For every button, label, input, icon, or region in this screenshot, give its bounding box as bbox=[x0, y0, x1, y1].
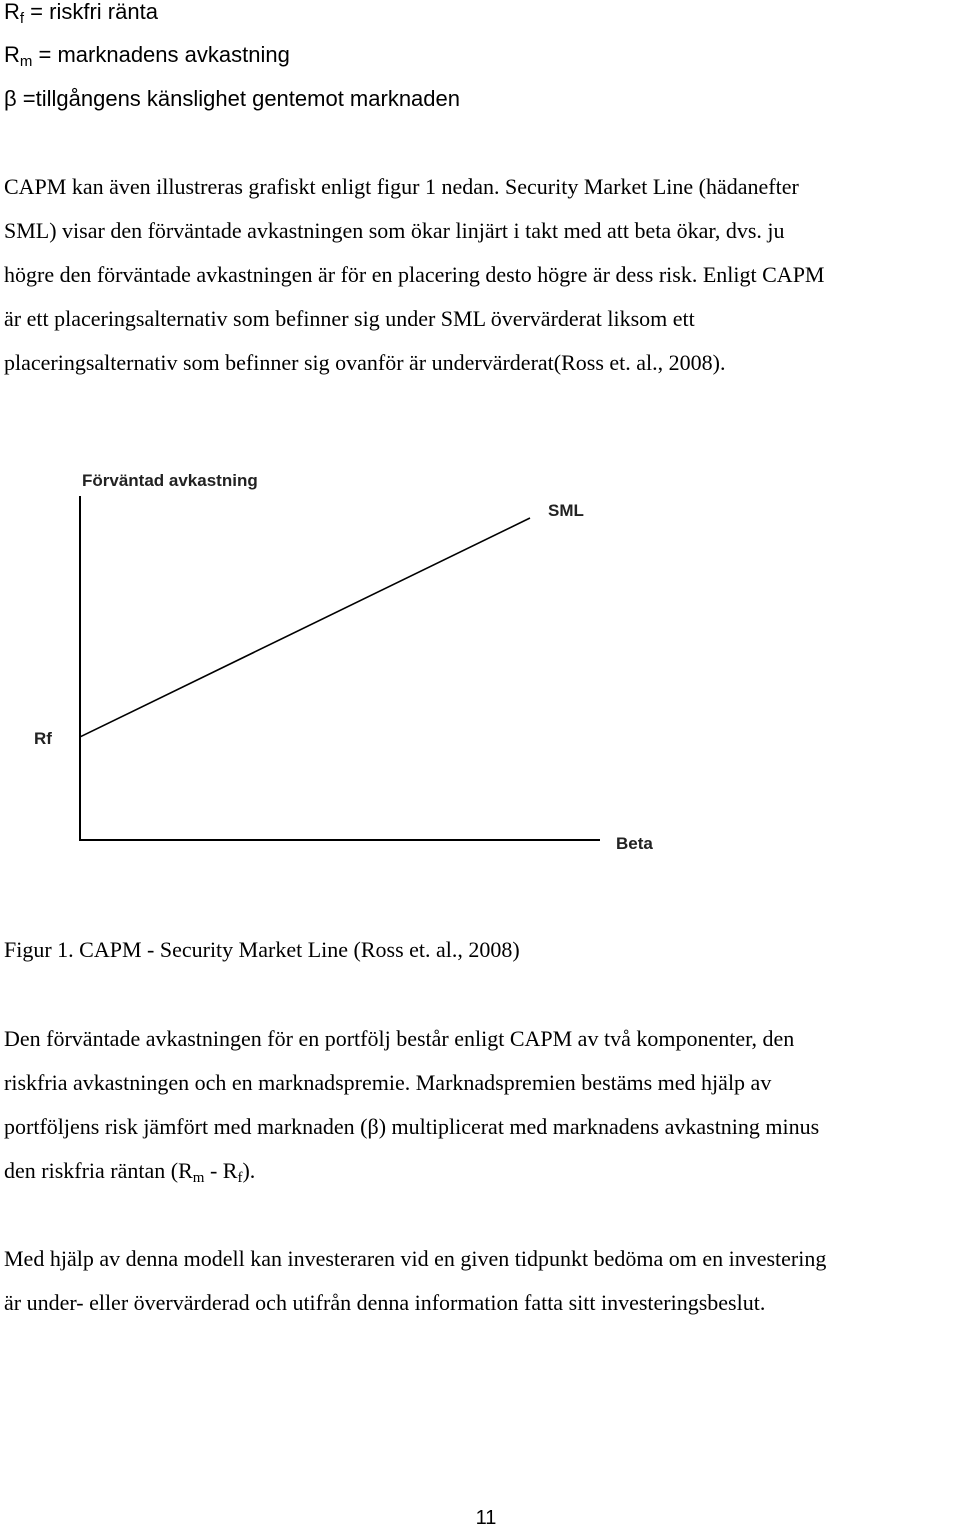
rm-subscript: m bbox=[192, 1170, 205, 1186]
paragraph2-line: riskfria avkastningen och en marknadspremie. Marknadspremien bestäms med hjälp av bbox=[4, 1070, 772, 1095]
x-axis-label: Beta bbox=[616, 834, 653, 853]
rf-intercept-label: Rf bbox=[34, 729, 52, 748]
rm-subscript: m bbox=[19, 53, 33, 70]
definition-rm bbox=[4, 42, 290, 68]
definition-beta: β =tillgångens känslighet gentemot marknaden bbox=[4, 86, 460, 111]
rf-subscript: f bbox=[19, 10, 25, 27]
paragraph1-line: högre den förväntade avkastningen är för en placering desto högre är dess risk. Enligt CAPM bbox=[4, 262, 825, 287]
figure-caption: Figur 1. CAPM - Security Market Line (Ross et. al., 2008) bbox=[4, 937, 520, 962]
sml-chart bbox=[30, 460, 680, 870]
paragraph2-line: portföljens risk jämfört med marknaden (β) multiplicerat med marknadens avkastning minus bbox=[4, 1114, 820, 1139]
rm-symbol: R bbox=[4, 42, 20, 67]
paragraph2-line bbox=[4, 1158, 255, 1184]
paragraph2-text: ). bbox=[242, 1158, 256, 1183]
paragraph3-line: Med hjälp av denna modell kan investeraren vid en given tidpunkt bedöma om en investering bbox=[4, 1246, 827, 1271]
paragraph2-text: den riskfria räntan (R bbox=[4, 1158, 193, 1183]
y-axis-label: Förväntad avkastning bbox=[82, 471, 258, 490]
paragraph3-line: är under- eller övervärderad och utifrån denna information fatta sitt investeringsbeslut. bbox=[4, 1290, 766, 1315]
paragraph2-line: Den förväntade avkastningen för en portfölj består enligt CAPM av två komponenter, den bbox=[4, 1026, 795, 1051]
definition-rf bbox=[4, 0, 158, 25]
paragraph1-line: CAPM kan även illustreras grafiskt enligt figur 1 nedan. Security Market Line (hädanefter bbox=[4, 174, 799, 199]
sml-figure bbox=[30, 460, 680, 870]
sml-series-line bbox=[80, 518, 530, 737]
page-number: 11 bbox=[475, 1507, 497, 1529]
rf-subscript: f bbox=[237, 1170, 243, 1186]
rm-text: = marknadens avkastning bbox=[32, 42, 290, 67]
sml-series-label: SML bbox=[548, 501, 584, 520]
paragraph1-line: placeringsalternativ som befinner sig ovanför är undervärderat(Ross et. al., 2008). bbox=[4, 350, 726, 375]
rf-symbol: R bbox=[4, 0, 20, 24]
paragraph2-text: - R bbox=[204, 1158, 238, 1183]
paragraph1-line: är ett placeringsalternativ som befinner sig under SML övervärderat liksom ett bbox=[4, 306, 695, 331]
rf-text: = riskfri ränta bbox=[24, 0, 158, 24]
paragraph1-line: SML) visar den förväntade avkastningen som ökar linjärt i takt med att beta ökar, dvs. ju bbox=[4, 218, 785, 243]
